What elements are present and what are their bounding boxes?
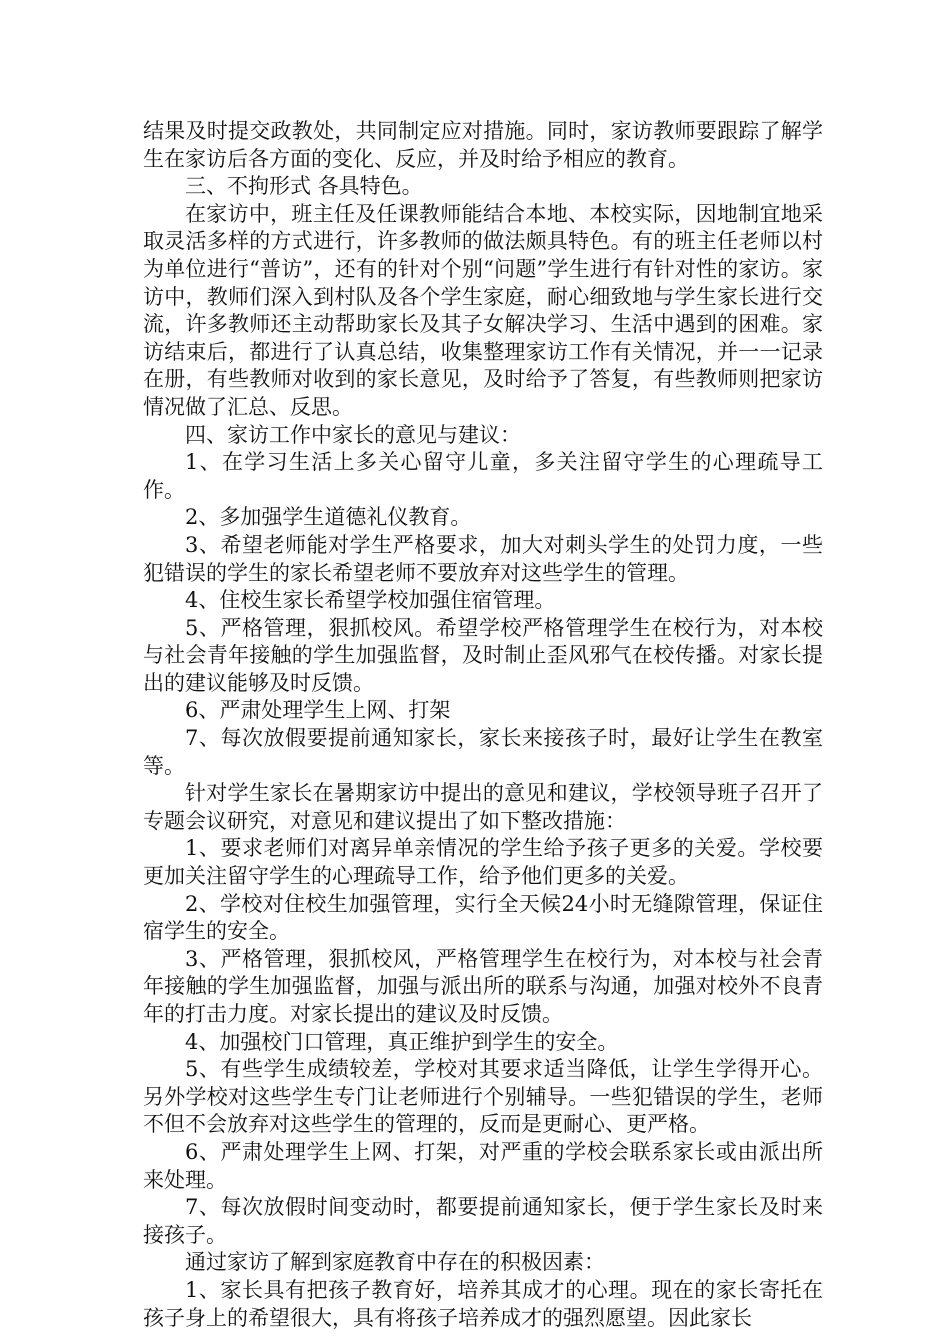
list-item: 2、学校对住校生加强管理，实行全天候24小时无缝隙管理，保证住宿学生的安全。 xyxy=(143,891,823,944)
list-item: 1、家长具有把孩子教育好，培养其成才的心理。现在的家长寄托在孩子身上的希望很大，具有将孩子培养成才的强烈愿望。因此家长 xyxy=(143,1277,823,1330)
list-item: 5、严格管理，狠抓校风。希望学校严格管理学生在校行为，对本校与社会青年接触的学生加强监督，及时制止歪风邪气在校传播。对家长提出的建议能够及时反馈。 xyxy=(143,615,823,695)
list-item: 4、住校生家长希望学校加强住宿管理。 xyxy=(185,588,556,613)
list-item: 1、在学习生活上多关心留守儿童，多关注留守学生的心理疏导工作。 xyxy=(143,450,823,502)
section-heading: 三、不拘形式 各具特色。 xyxy=(185,174,423,199)
list-item: 6、严肃处理学生上网、打架，对严重的学校会联系家长或由派出所来处理。 xyxy=(143,1139,823,1192)
section-heading: 四、家访工作中家长的意见与建议： xyxy=(185,422,521,447)
paragraph: 通过家访了解到家庭教育中存在的积极因素： xyxy=(185,1250,605,1275)
list-item: 3、希望老师能对学生严格要求，加大对刺头学生的处罚力度，一些犯错误的学生的家长希望老师不要放弃对这些学生的管理。 xyxy=(143,532,823,585)
list-item: 3、严格管理，狠抓校风，严格管理学生在校行为，对本校与社会青年接触的学生加强监督，加强与派出所的联系与沟通，加强对校外不良青年的打击力度。对家长提出的建议及时反馈。 xyxy=(143,946,823,1026)
list-item: 7、每次放假要提前通知家长，家长来接孩子时，最好让学生在教室等。 xyxy=(143,726,823,778)
list-item: 4、加强校门口管理，真正维护到学生的安全。 xyxy=(185,1029,619,1054)
paragraph: 结果及时提交政教处，共同制定应对措施。同时，家访教师要跟踪了解学生在家访后各方面的变化、反应，并及时给予相应的教育。 xyxy=(143,119,823,171)
list-item: 1、要求老师们对离异单亲情况的学生给予孩子更多的关爱。学校要更加关注留守学生的心理疏导工作，给予他们更多的关爱。 xyxy=(143,836,823,889)
list-item: 5、有些学生成绩较差，学校对其要求适当降低，让学生学得开心。另外学校对这些学生专门让老师进行个别辅导。一些犯错误的学生，老师不但不会放弃对这些学生的管理的，反而是更耐心、更严格。 xyxy=(143,1057,823,1137)
paragraph: 针对学生家长在暑期家访中提出的意见和建议，学校领导班子召开了专题会议研究，对意见和建议提出了如下整改措施： xyxy=(143,781,823,833)
paragraph: 在家访中，班主任及任课教师能结合本地、本校实际，因地制宜地采取灵活多样的方式进行，许多教师的做法颇具特色。有的班主任老师以村为单位进行“普访”，还有的针对个别“问题”学生进行有针对性的家访。家访中，教师们深入到村队及各个学生家庭，耐心细致地与学生家长进行交流，许多教师还主动帮助家长及其子女解决学习、生活中遇到的困难。家访结束后，都进行了认真总结，收集整理家访工作有关情况，并一一记录在册，有些教师对收到的家长意见，及时给予了答复，有些教师则把家访情况做了汇总、反思。 xyxy=(143,201,823,419)
document-body xyxy=(143,118,823,1332)
list-item: 2、多加强学生道德礼仪教育。 xyxy=(185,505,472,530)
list-item: 6、严肃处理学生上网、打架 xyxy=(185,698,451,723)
list-item: 7、每次放假时间变动时，都要提前通知家长，便于学生家长及时来接孩子。 xyxy=(143,1195,823,1247)
